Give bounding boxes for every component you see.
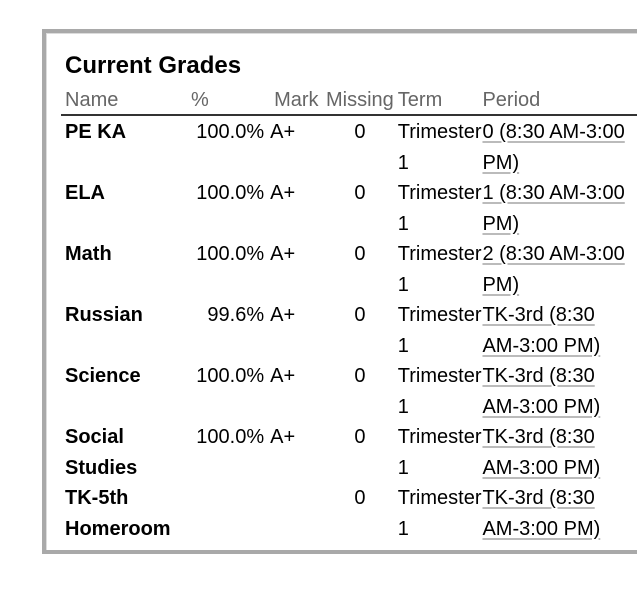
course-name (61, 483, 181, 544)
course-name-line: Studies (65, 456, 138, 479)
term-line: Trimester (397, 243, 482, 265)
term-line: Trimester (397, 121, 482, 143)
course-name-line: Russian (65, 304, 143, 326)
course-name-line: Social (65, 426, 124, 448)
term (394, 115, 483, 178)
grade-percent: 100.0% (196, 182, 265, 204)
course-name-line: Homeroom (65, 517, 171, 540)
period-line: TK-3rd (8:30 (482, 304, 595, 326)
table-row (61, 361, 637, 422)
grade-mark: A+ (270, 243, 296, 265)
period (482, 361, 637, 422)
period-line: PM) (482, 151, 520, 174)
period-line: TK-3rd (8:30 (482, 365, 595, 387)
term-line: Trimester (397, 426, 482, 448)
table-row (61, 239, 637, 300)
missing-count: 0 (354, 365, 366, 387)
missing-count: 0 (354, 182, 366, 204)
page-title: Current Grades (65, 52, 242, 79)
period-line: AM-3:00 PM) (482, 456, 601, 479)
header-missing[interactable]: Missing (326, 86, 394, 115)
period (482, 483, 637, 544)
course-name-line: PE KA (65, 121, 127, 143)
period-line: AM-3:00 PM) (482, 395, 601, 418)
period-line: 0 (8:30 AM-3:00 (482, 121, 625, 143)
table-row (61, 300, 637, 361)
period-line: TK-3rd (8:30 (482, 487, 595, 509)
missing-count: 0 (354, 121, 366, 143)
missing-count: 0 (354, 426, 366, 448)
header-mark[interactable]: Mark (264, 86, 326, 115)
grades-table (61, 86, 637, 544)
term-line: Trimester (397, 182, 482, 204)
table-row (61, 115, 637, 178)
grade-percent: 100.0% (196, 243, 265, 265)
period-line: AM-3:00 PM) (482, 334, 601, 357)
period-line: PM) (482, 273, 520, 296)
period (482, 300, 637, 361)
term (394, 422, 483, 483)
period (482, 178, 637, 239)
term-line: 1 (397, 456, 409, 479)
course-name (61, 361, 181, 422)
grades-body (61, 115, 637, 544)
course-name-line: TK-5th (65, 487, 129, 509)
header-term[interactable]: Term (394, 86, 483, 115)
course-name-line: Science (65, 365, 141, 387)
course-name (61, 115, 181, 178)
term-line: Trimester (397, 487, 482, 509)
term (394, 483, 483, 544)
table-header-row (61, 86, 637, 115)
period (482, 115, 637, 178)
term-line: 1 (397, 212, 409, 235)
term-line: 1 (397, 273, 409, 296)
course-name (61, 178, 181, 239)
term (394, 178, 483, 239)
term (394, 239, 483, 300)
period (482, 422, 637, 483)
term (394, 361, 483, 422)
course-name (61, 422, 181, 483)
grade-mark: A+ (270, 182, 296, 204)
table-row (61, 422, 637, 483)
grade-percent: 99.6% (207, 304, 265, 326)
header-period[interactable]: Period (482, 86, 637, 115)
period-line: TK-3rd (8:30 (482, 426, 595, 448)
period-line: AM-3:00 PM) (482, 517, 601, 540)
period-line: 1 (8:30 AM-3:00 (482, 182, 625, 204)
missing-count: 0 (354, 304, 366, 326)
missing-count: 0 (354, 487, 366, 509)
term (394, 300, 483, 361)
period-line: 2 (8:30 AM-3:00 (482, 243, 625, 265)
term-line: 1 (397, 151, 409, 174)
grade-mark: A+ (270, 121, 296, 143)
grade-percent: 100.0% (196, 365, 265, 387)
grade-percent: 100.0% (196, 121, 265, 143)
grade-mark: A+ (270, 304, 296, 326)
grade-mark (264, 483, 326, 544)
term-line: 1 (397, 334, 409, 357)
grade-percent: 100.0% (196, 426, 265, 448)
term-line: 1 (397, 517, 409, 540)
course-name-line: Math (65, 243, 112, 265)
course-name (61, 239, 181, 300)
missing-count: 0 (354, 243, 366, 265)
course-name-line: ELA (65, 182, 105, 204)
grade-percent (181, 483, 264, 544)
header-name[interactable]: Name (61, 86, 181, 115)
grade-mark: A+ (270, 426, 296, 448)
term-line: Trimester (397, 304, 482, 326)
course-name (61, 300, 181, 361)
grades-panel (42, 29, 637, 554)
period-line: PM) (482, 212, 520, 235)
term-line: Trimester (397, 365, 482, 387)
period (482, 239, 637, 300)
table-row (61, 483, 637, 544)
table-row (61, 178, 637, 239)
term-line: 1 (397, 395, 409, 418)
grade-mark: A+ (270, 365, 296, 387)
header-percent[interactable]: % (181, 86, 264, 115)
